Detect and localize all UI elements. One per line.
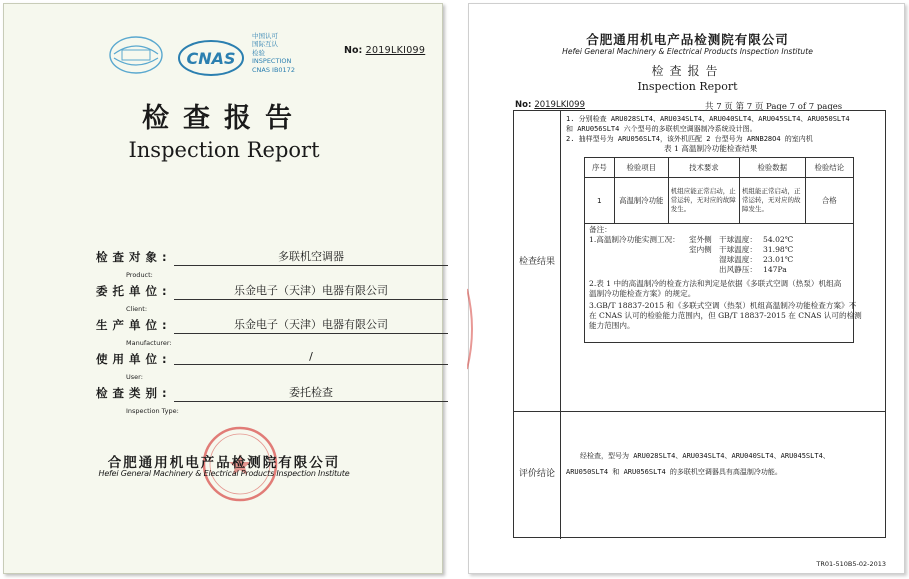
- cover-org-name-cn: 合肥通用机电产品检测院有限公司: [107, 455, 341, 471]
- partial-seal-icon: [467, 284, 477, 374]
- note-line-1: 1.高温制冷功能实测工况：: [589, 235, 680, 244]
- form-code: TR01-510B5-02-2013: [816, 560, 886, 568]
- cover-report-number: No: 2019LKI099: [344, 45, 426, 56]
- cnas-accreditation-text: 中国认可 国际互认 检验 INSPECTION CNAS IB0172: [252, 32, 295, 74]
- table-header-row: [585, 158, 854, 178]
- table-cell-result: 合格: [805, 178, 853, 224]
- intro-line-1: 1. 分别检查 ARU028SLT4、ARU034SLT4、ARU040SLT4、ARU045SLT4、ARU050SLT4: [566, 115, 850, 123]
- intro-line-2: 和 ARU056SLT4 六个型号的多联机空调器制冷系统设计图。: [566, 125, 757, 133]
- cover-page: CNAS 中国认可 国际互认 检验 INSPECTION CNAS IB0172 No: 2019LKI099 检查报告 Inspection Report 检查对象: 多联机空调器 Product: 委托单位: 乐金电子（天津）电器有限公司 Client: 生产单位: 乐金电子（天津）电器有限公司 Manufacturer: 使用单位: / User: 检查类别: 委托检查 Inspection Type: 合肥通用机电产品检测院有限公司 Hefei General Machinery & Electrical Products Inspection Institute: [3, 3, 443, 574]
- condition-label: 出风静压：: [719, 265, 757, 274]
- section-label-conclusion: 评价结论: [518, 469, 555, 479]
- table-cell-item: 高温制冷功能: [614, 178, 668, 224]
- notes-box: [584, 223, 862, 343]
- page-indicator: 共 7 页 第 7 页 Page 7 of 7 pages: [705, 102, 843, 112]
- note-title: 备注：: [589, 225, 612, 234]
- table-cell-requirement: 机组应能正常启动，止常运转，无对应的故障发生。: [668, 178, 739, 224]
- table-caption: 表 1 高温制冷功能检查结果: [664, 144, 758, 153]
- detail-title-cn: 检查报告: [651, 64, 724, 78]
- condition-value: 31.98℃: [763, 245, 794, 254]
- condition-value: 23.01℃: [763, 255, 794, 264]
- section-label-result: 检查结果: [518, 257, 555, 267]
- note-line-3c: 能力范围内。: [589, 321, 635, 330]
- note-line-3b: 在 CNAS 认可的检验能力范围内，但 GB/T 18837-2015 在 CNAS 认可的检测: [589, 311, 862, 320]
- condition-side: 室外侧: [689, 235, 712, 244]
- conclusion-line-2: ARU050SLT4 和 ARU056SLT4 的多联机空调器具有高温制冷功能。: [566, 468, 782, 476]
- table-header: 技术要求: [668, 158, 739, 178]
- condition-label: 干球温度：: [719, 235, 757, 244]
- note-line-2a: 2.表 1 中的高温制冷的检查方法和判定是依据《多联式空调（热泵）机组高: [589, 279, 842, 288]
- cover-org-name-en: Hefei General Machinery & Electrical Products Inspection Institute: [98, 469, 350, 478]
- accreditation-logo-icon: [108, 34, 164, 76]
- condition-value: 54.02℃: [763, 235, 794, 244]
- svg-text:CNAS: CNAS: [186, 49, 236, 68]
- column-divider: [560, 111, 561, 539]
- condition-value: 147Pa: [763, 265, 787, 274]
- result-table: [584, 157, 854, 224]
- cover-title-cn: 检查报告: [142, 103, 306, 134]
- table-header: 检验项目: [614, 158, 668, 178]
- conclusion-line-1: 经检查，型号为 ARU028SLT4、ARU034SLT4、ARU040SLT4、ARU045SLT4、: [580, 452, 830, 460]
- section-divider: [514, 411, 885, 412]
- condition-side: 室内侧: [689, 245, 712, 254]
- detail-page: [468, 3, 905, 574]
- cover-title-en: Inspection Report: [128, 138, 320, 162]
- table-cell-no: 1: [585, 178, 615, 224]
- table-header: 检验数据: [739, 158, 805, 178]
- table-header: 检验结论: [805, 158, 853, 178]
- condition-label: 干球温度：: [719, 245, 757, 254]
- condition-label: 湿球温度：: [719, 255, 757, 264]
- note-line-2b: 温制冷功能检查方案》的规定。: [589, 289, 696, 298]
- table-row: [585, 178, 854, 224]
- table-cell-data: 机组能正常启动，正常运转，无对应的故障发生。: [739, 178, 805, 224]
- detail-report-number: No: 2019LKI099: [515, 100, 586, 110]
- detail-org-name-en: Hefei General Machinery & Electrical Products Inspection Institute: [562, 47, 813, 56]
- detail-title-en: Inspection Report: [637, 80, 738, 93]
- cnas-logo-icon: [177, 38, 245, 78]
- note-line-3a: 3.GB/T 18837-2015 和《多联式空调（热泵）机组高温制冷功能检查方案》不: [589, 301, 857, 310]
- intro-line-3: 2. 抽样型号为 ARU056SLT4，该外机匹配 2 台型号为 ARNB28O4 的室内机: [566, 135, 813, 143]
- table-header: 序号: [585, 158, 615, 178]
- detail-org-name-cn: 合肥通用机电产品检测院有限公司: [586, 32, 789, 47]
- report-content-box: [513, 110, 886, 538]
